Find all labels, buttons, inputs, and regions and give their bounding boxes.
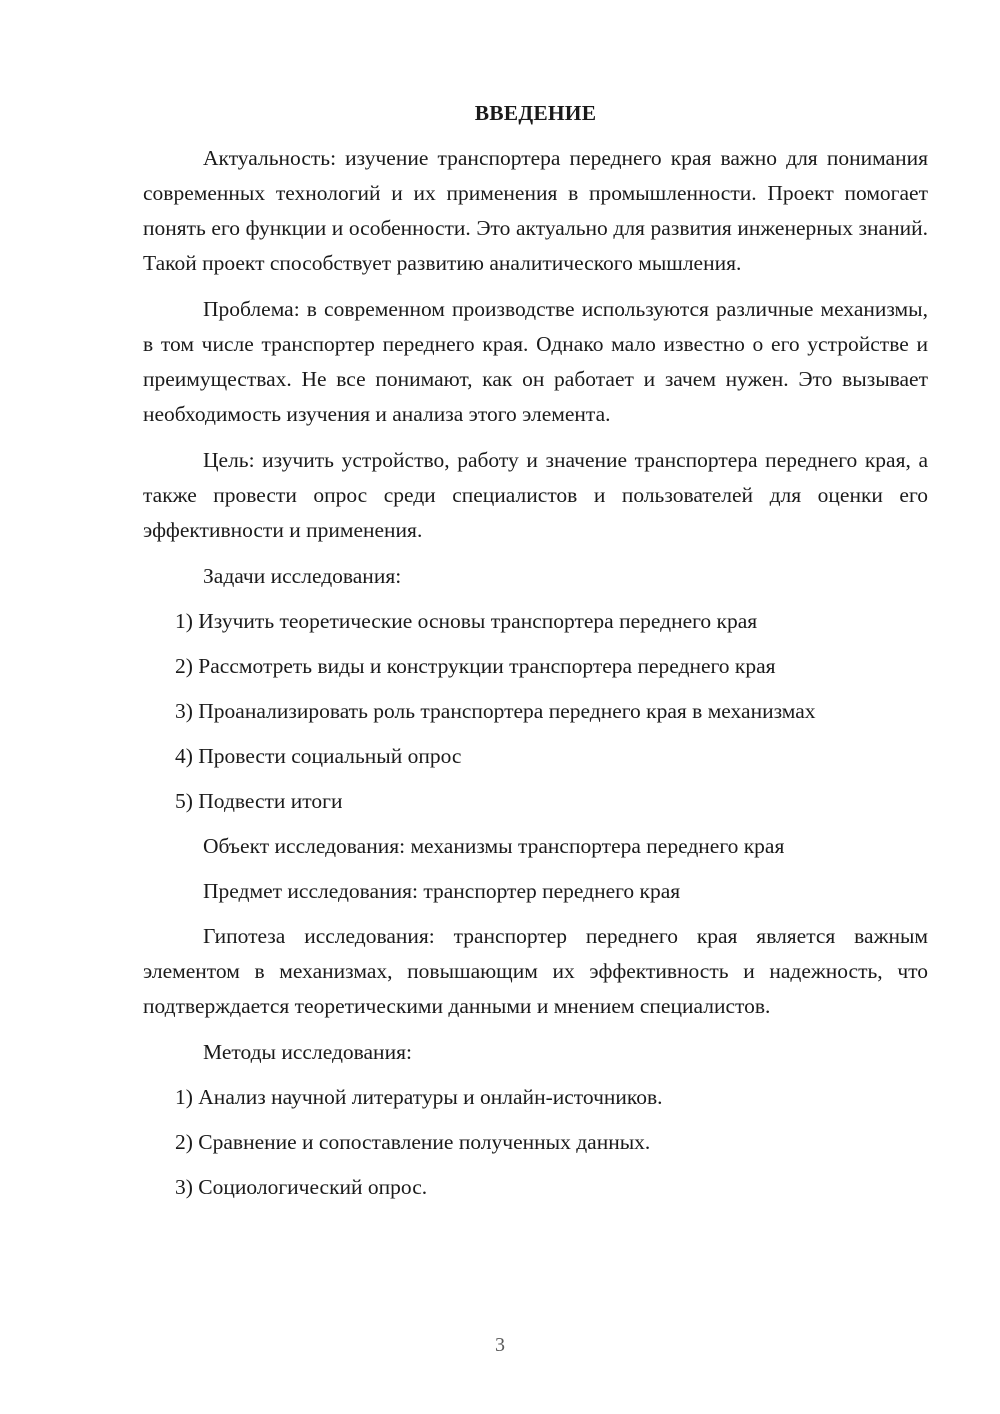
relevance-paragraph: Актуальность: изучение транспортера переднего края важно для понимания современных технологий и их применения в промышленности. Проект помогает понять его функции и особенности. Это актуально для развития инженерных знаний. Такой проект способствует развитию аналитического мышления. bbox=[143, 146, 928, 275]
goal-paragraph: Цель: изучить устройство, работу и значение транспортера переднего края, а также провести опрос среди специалистов и пользователей для оценки его эффективности и применения. bbox=[143, 448, 928, 542]
task-item: 2) Рассмотреть виды и конструкции транспортера переднего края bbox=[175, 654, 776, 678]
task-item: 5) Подвести итоги bbox=[175, 789, 343, 813]
hypothesis-paragraph: Гипотеза исследования: транспортер переднего края является важным элементом в механизмах, повышающим их эффективность и надежность, что подтверждается теоретическими данными и мнением специалистов. bbox=[143, 924, 928, 1018]
page-title: ВВЕДЕНИЕ bbox=[474, 101, 597, 125]
task-item: 1) Изучить теоретические основы транспортера переднего края bbox=[175, 609, 758, 633]
methods-heading: Методы исследования: bbox=[203, 1040, 412, 1064]
task-item: 4) Провести социальный опрос bbox=[175, 744, 462, 768]
tasks-list bbox=[143, 604, 928, 819]
document-page bbox=[143, 96, 928, 1215]
method-item: 1) Анализ научной литературы и онлайн-источников. bbox=[175, 1085, 663, 1109]
problem-paragraph: Проблема: в современном производстве используются различные механизмы, в том числе транспортер переднего края. Однако мало известно о его устройстве и преимуществах. Не все понимают, как он работает и зачем нужен. Это вызывает необходимость изучения и анализа этого элемента. bbox=[143, 297, 928, 426]
method-item: 3) Социологический опрос. bbox=[175, 1175, 428, 1199]
research-object: Объект исследования: механизмы транспортера переднего края bbox=[203, 834, 785, 858]
method-item: 2) Сравнение и сопоставление полученных данных. bbox=[175, 1130, 651, 1154]
methods-list bbox=[143, 1080, 928, 1205]
page-number: 3 bbox=[495, 1334, 505, 1356]
task-item: 3) Проанализировать роль транспортера переднего края в механизмах bbox=[175, 699, 816, 723]
research-subject: Предмет исследования: транспортер переднего края bbox=[203, 879, 681, 903]
tasks-heading: Задачи исследования: bbox=[203, 564, 402, 588]
